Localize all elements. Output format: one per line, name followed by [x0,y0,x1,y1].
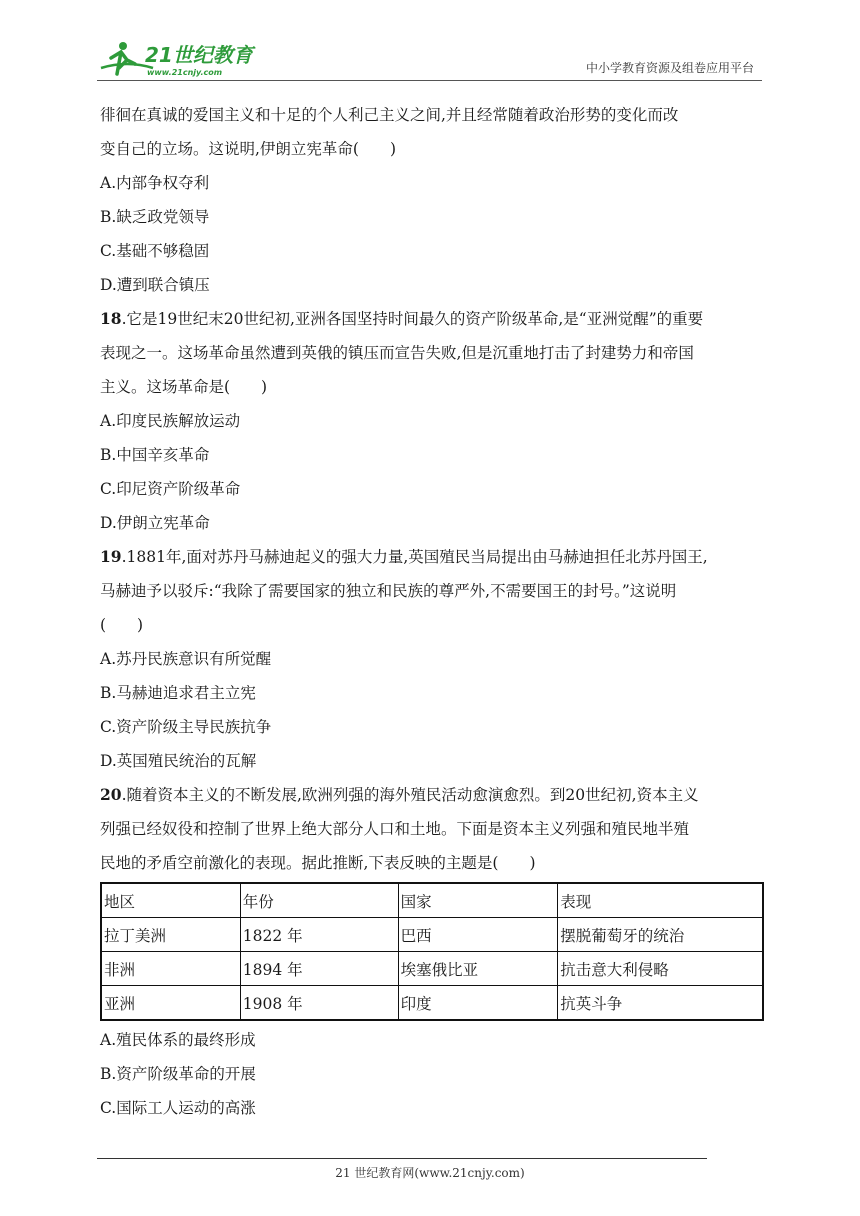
table-header-row [101,883,763,918]
q17-option-a: A.内部争权夺利 [100,174,210,192]
q18-option-a: A.印度民族解放运动 [100,412,241,430]
footer-divider [97,1158,707,1159]
table-cell: 印度 [398,986,558,1021]
q17-option-d: D.遭到联合镇压 [100,276,210,294]
q20-table [100,882,764,1021]
q18-option-d: D.伊朗立宪革命 [100,514,210,532]
page-header [97,34,762,81]
table-cell: 亚洲 [101,986,240,1021]
table-header-cell: 年份 [240,883,398,918]
table-cell: 1822 年 [240,918,398,952]
q19-option-d: D.英国殖民统治的瓦解 [100,752,257,770]
q20-text-line1: 20.随着资本主义的不断发展,欧洲列强的海外殖民活动愈演愈烈。到20世纪初,资本主义 [100,785,699,804]
table-cell: 1894 年 [240,952,398,986]
table-header-cell: 地区 [101,883,240,918]
q18-number: 18 [100,309,122,328]
table-cell: 1908 年 [240,986,398,1021]
q18-text-line3: 主义。这场革命是( ) [100,378,268,396]
table-row [101,952,763,986]
q18-option-c: C.印尼资产阶级革命 [100,480,241,498]
table-header-cell: 表现 [558,883,763,918]
table-cell: 抗击意大利侵略 [558,952,763,986]
q20-text-line2: 列强已经奴役和控制了世界上绝大部分人口和土地。下面是资本主义列强和殖民地半殖 [100,820,690,838]
table-cell: 拉丁美洲 [101,918,240,952]
q18-text-line2: 表现之一。这场革命虽然遭到英俄的镇压而宣告失败,但是沉重地打击了封建势力和帝国 [100,344,694,362]
q20-option-a: A.殖民体系的最终形成 [100,1031,256,1049]
q20-number: 20 [100,785,122,804]
header-platform-name: 中小学教育资源及组卷应用平台 [585,61,754,75]
q17-text-line2: 变自己的立场。这说明,伊朗立宪革命( ) [100,140,397,158]
logo-icon [97,38,257,78]
table-row [101,986,763,1021]
q19-text-line3: ( ) [100,616,144,634]
logo-subtext: www.21cnjy.com [147,68,223,77]
table-header-cell: 国家 [398,883,558,918]
table-cell: 非洲 [101,952,240,986]
q20-option-c: C.国际工人运动的高涨 [100,1099,256,1117]
q19-text-line2: 马赫迪予以驳斥:“我除了需要国家的独立和民族的尊严外,不需要国王的封号。”这说明 [100,582,677,600]
logo-text: 21世纪教育 [145,43,253,67]
question-content [100,98,766,1125]
q19-text-line1: 19.1881年,面对苏丹马赫迪起义的强大力量,英国殖民当局提出由马赫迪担任北苏丹国王, [100,547,708,566]
table-cell: 摆脱葡萄牙的统治 [558,918,763,952]
q17-option-b: B.缺乏政党领导 [100,208,210,226]
q19-option-c: C.资产阶级主导民族抗争 [100,718,272,736]
q19-option-b: B.马赫迪追求君主立宪 [100,684,256,702]
q17-option-c: C.基础不够稳固 [100,242,210,260]
table-cell: 抗英斗争 [558,986,763,1021]
q19-number: 19 [100,547,122,566]
q19-option-a: A.苏丹民族意识有所觉醒 [100,650,272,668]
table-cell: 埃塞俄比亚 [398,952,558,986]
q17-text-line1: 徘徊在真诚的爱国主义和十足的个人利己主义之间,并且经常随着政治形势的变化而改 [100,106,679,124]
q18-text-line1: 18.它是19世纪末20世纪初,亚洲各国坚持时间最久的资产阶级革命,是“亚洲觉醒”的重要 [100,309,704,328]
table-cell: 巴西 [398,918,558,952]
q20-option-b: B.资产阶级革命的开展 [100,1065,256,1083]
table-row [101,918,763,952]
page-footer: 21 世纪教育网(www.21cnjy.com) [335,1166,525,1180]
q18-option-b: B.中国辛亥革命 [100,446,210,464]
q20-text-line3: 民地的矛盾空前激化的表现。据此推断,下表反映的主题是( ) [100,854,536,872]
